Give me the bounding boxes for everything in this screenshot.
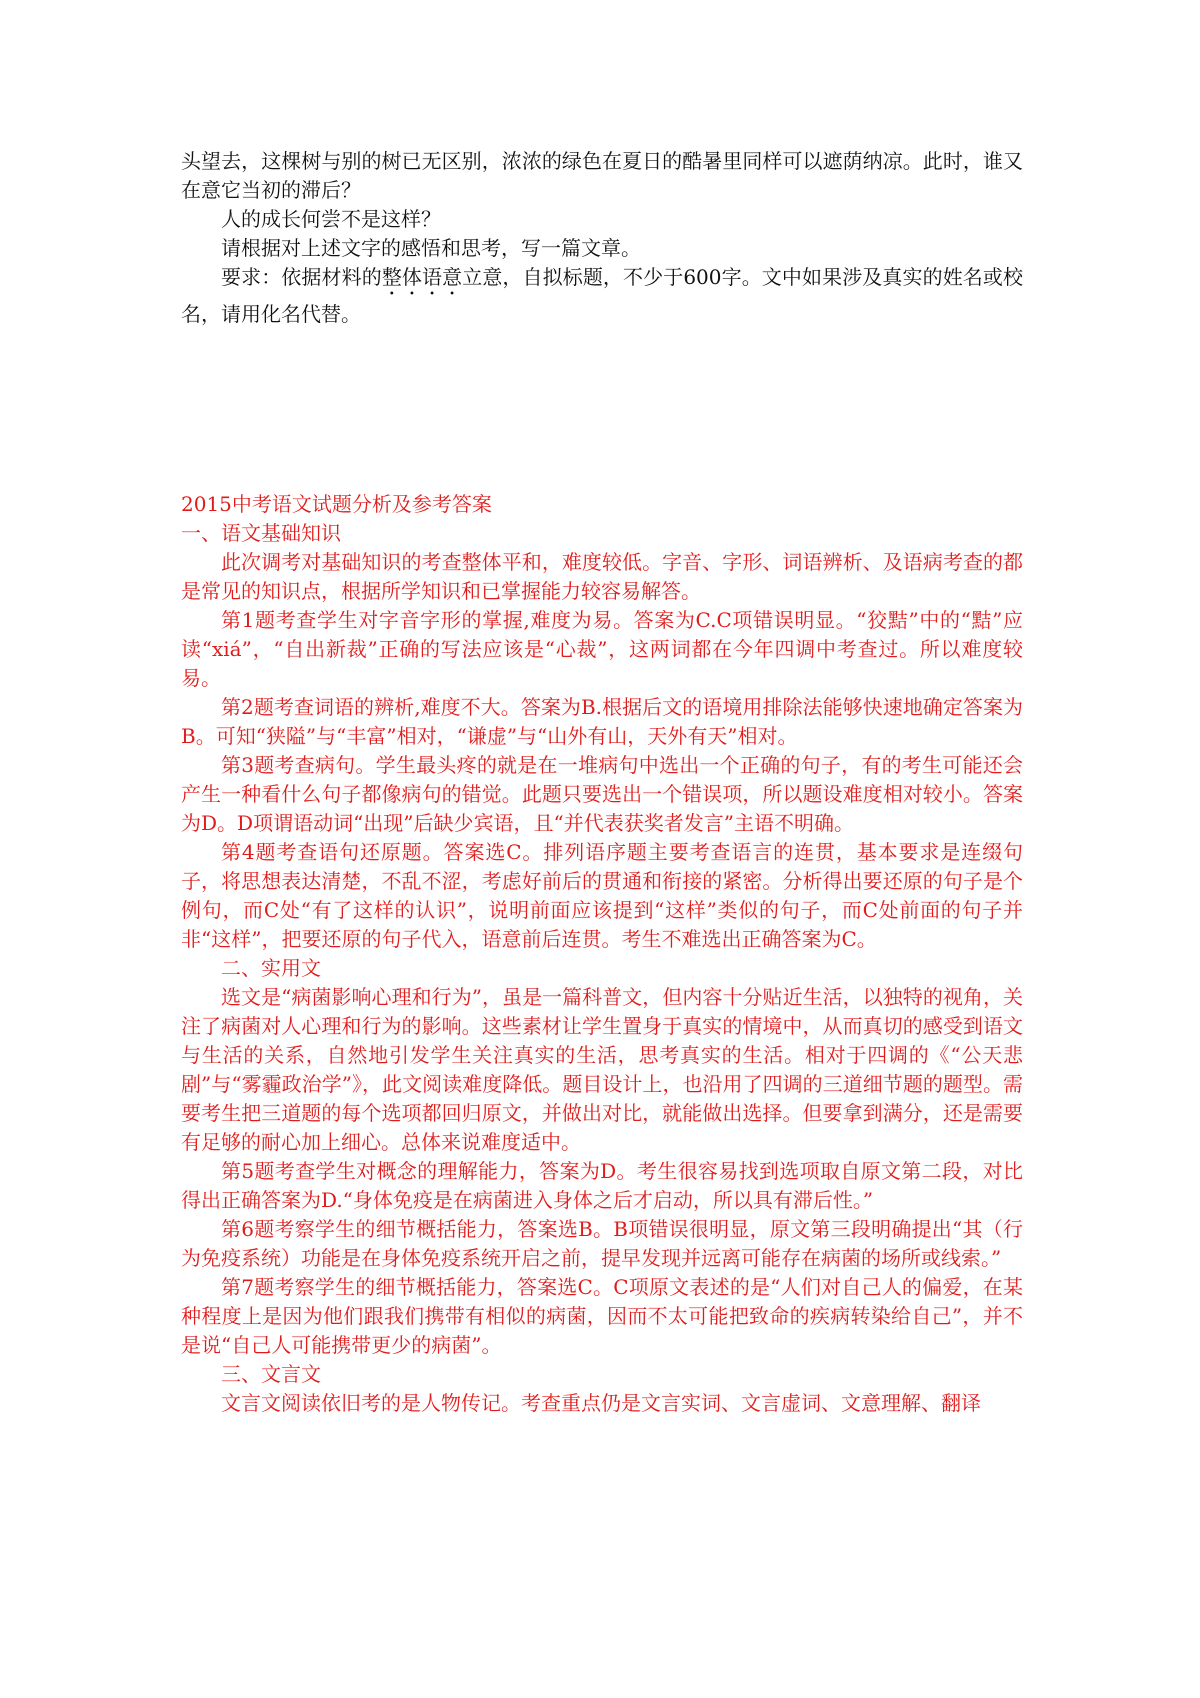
section-2-paragraph: 第6题考察学生的细节概括能力，答案选B。B项错误很明显，原文第三段明确提出“其（行为免疫系统）功能是在身体免疫系统开启之前，提早发现并远离可能存在病菌的场所或线索。” (181, 1217, 1023, 1270)
analysis-title: 2015中考语文试题分析及参考答案 (181, 492, 492, 516)
section-3-paragraph: 文言文阅读依旧考的是人物传记。考查重点仍是文言实词、文言虚词、文意理解、翻译 (221, 1391, 981, 1415)
essay-requirement (181, 263, 1023, 329)
essay-material-tail: 头望去，这棵树与别的树已无区别，浓浓的绿色在夏日的酷暑里同样可以遮荫纳凉。此时，谁又在意它当初的滞后？ (181, 149, 1023, 202)
requirement-suffix: 立意，自拟标题，不少于600字。文中如果涉及真实的姓名或校名，请用化名代替。 (181, 265, 1024, 326)
section-heading-2: 二、实用文 (221, 956, 321, 980)
section-2-paragraph: 第5题考查学生对概念的理解能力，答案为D。考生很容易找到选项取自原文第二段，对比得出正确答案为D.“身体免疫是在病菌进入身体之后才启动，所以具有滞后性。” (181, 1159, 1023, 1212)
analysis-block (181, 490, 1023, 1418)
section-heading-1: 一、语文基础知识 (181, 521, 341, 545)
requirement-prefix: 要求：依据材料的 (221, 265, 382, 289)
section-1-paragraph: 第4题考查语句还原题。答案选C。排列语序题主要考查语言的连贯，基本要求是连缀句子，将思想表达清楚，不乱不涩，考虑好前后的贯通和衔接的紧密。分析得出要还原的句子是个例句，而C处“有了这样的认识”，说明前面应该提到“这样”类似的句子，而C处前面的句子并非“这样”，把要还原的句子代入，语意前后连贯。考生不难选出正确答案为C。 (181, 840, 1023, 951)
essay-prompt-block (181, 147, 1023, 329)
essay-material-reflection: 人的成长何尝不是这样？ (221, 207, 441, 231)
requirement-emphasis: 整体语意 (381, 265, 463, 289)
section-1-paragraph: 第3题考查病句。学生最头疼的就是在一堆病句中选出一个正确的句子，有的考生可能还会产生一种看什么句子都像病句的错觉。此题只要选出一个错误项，所以题设难度相对较小。答案为D。D项谓语动词“出现”后缺少宾语，且“并代表获奖者发言”主语不明确。 (181, 753, 1023, 835)
section-1-paragraph: 此次调考对基础知识的考查整体平和，难度较低。字音、字形、词语辨析、及语病考查的都是常见的知识点，根据所学知识和已掌握能力较容易解答。 (181, 550, 1023, 603)
essay-instruction: 请根据对上述文字的感悟和思考，写一篇文章。 (221, 236, 641, 260)
section-2-paragraph: 第7题考察学生的细节概括能力，答案选C。C项原文表述的是“人们对自己人的偏爱，在某种程度上是因为他们跟我们携带有相似的病菌，因而不太可能把致命的疾病转染给自己”，并不是说“自己人可能携带更少的病菌”。 (181, 1275, 1023, 1357)
section-1-paragraph: 第1题考查学生对字音字形的掌握,难度为易。答案为C.C项错误明显。“狡黠”中的“黠”应读“xiá”，“自出新裁”正确的写法应该是“心裁”，这两词都在今年四调中考查过。所以难度较易。 (181, 608, 1023, 690)
section-heading-3: 三、文言文 (221, 1362, 321, 1386)
section-1-paragraph: 第2题考查词语的辨析,难度不大。答案为B.根据后文的语境用排除法能够快速地确定答案为B。可知“狭隘”与“丰富”相对，“谦虚”与“山外有山，天外有天”相对。 (181, 695, 1023, 748)
section-2-paragraph: 选文是“病菌影响心理和行为”，虽是一篇科普文，但内容十分贴近生活，以独特的视角，关注了病菌对人心理和行为的影响。这些素材让学生置身于真实的情境中，从而真切的感受到语文与生活的关系，自然地引发学生关注真实的生活，思考真实的生活。相对于四调的《“公天悲剧”与“雾霾政治学”》，此文阅读难度降低。题目设计上，也沿用了四调的三道细节题的题型。需要考生把三道题的每个选项都回归原文，并做出对比，就能做出选择。但要拿到满分，还是需要有足够的耐心加上细心。总体来说难度适中。 (181, 985, 1023, 1154)
